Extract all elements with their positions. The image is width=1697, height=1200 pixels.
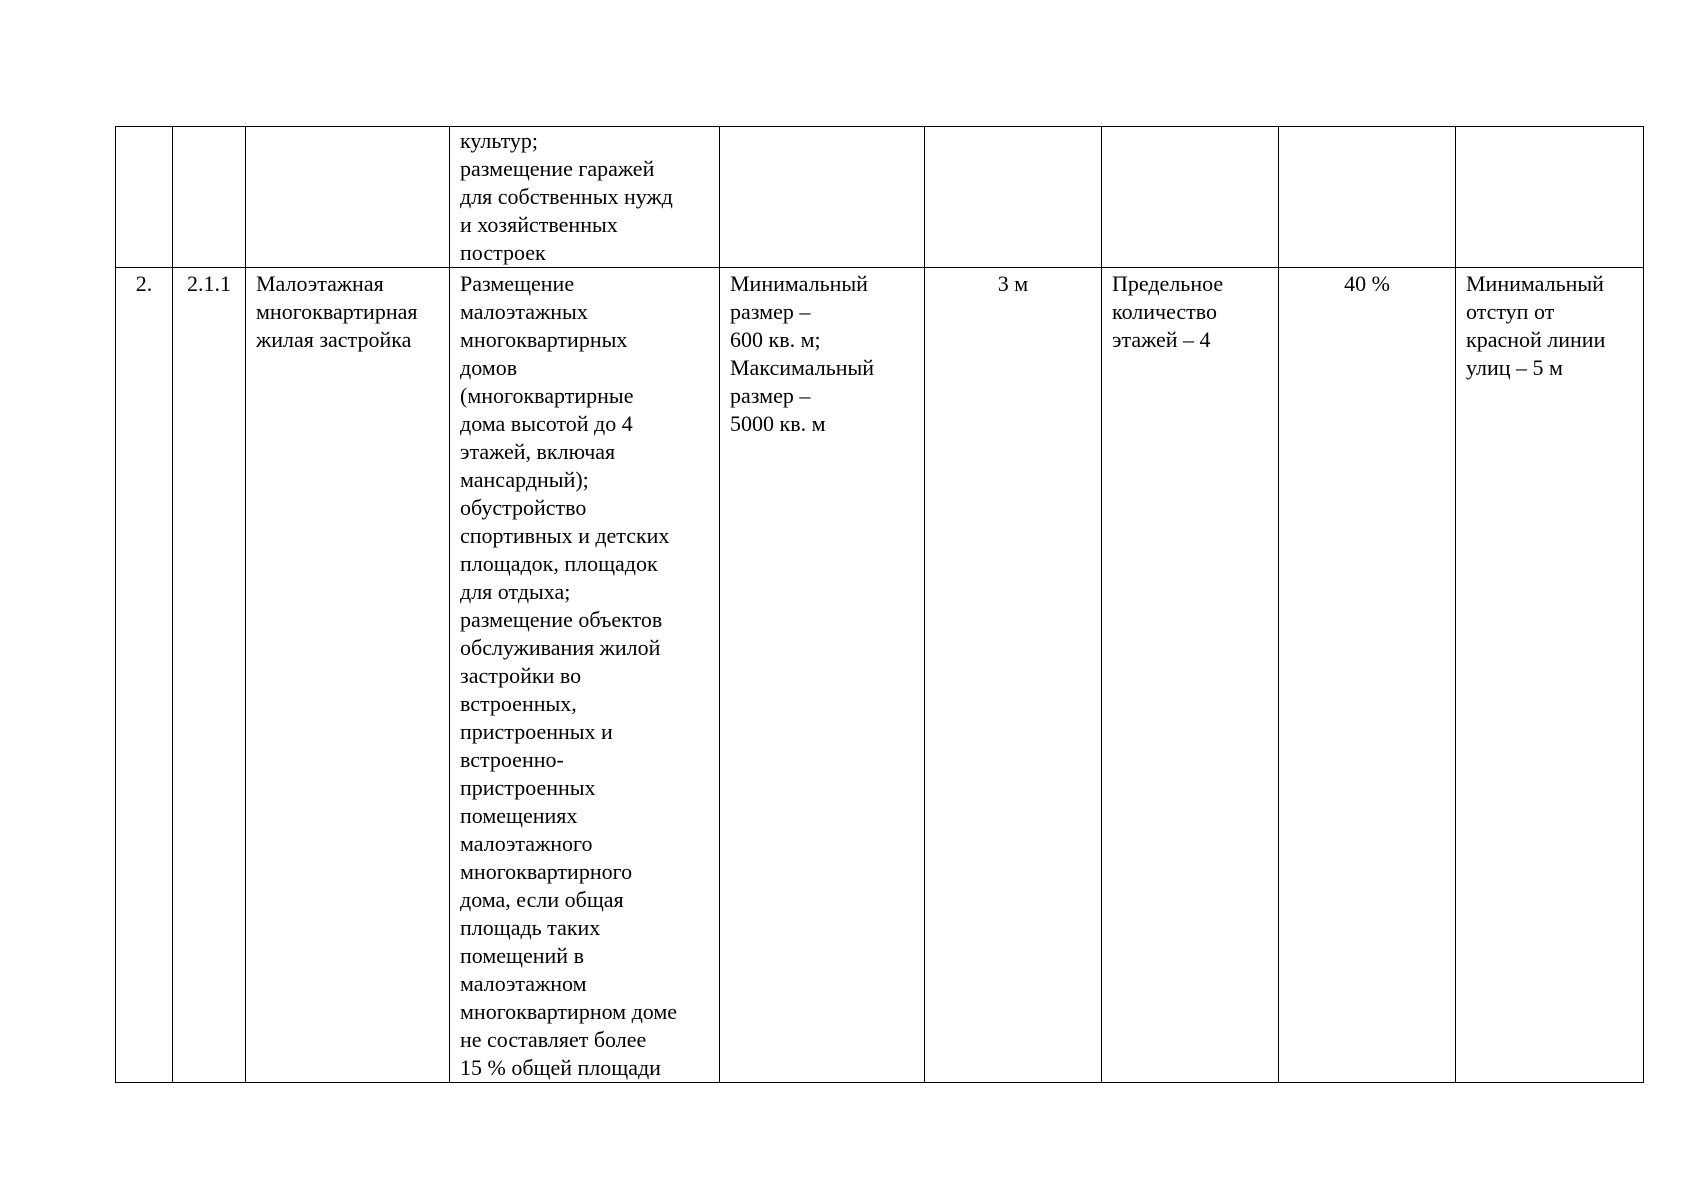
coverage-value: 40 % — [1344, 271, 1390, 296]
text-line: для отдыха; — [460, 579, 571, 604]
cell-red-line — [1456, 268, 1644, 1083]
row-code: 2.1.1 — [187, 271, 231, 296]
cell-coverage — [1279, 268, 1456, 1083]
text-line: построек — [460, 240, 546, 265]
text-line: 15 % общей площади — [460, 1055, 661, 1080]
text-line: дома, если общая — [460, 887, 624, 912]
cell-coverage — [1279, 127, 1456, 268]
text-line: многоквартирных — [460, 327, 628, 352]
text-line: жилая застройка — [256, 327, 412, 352]
cell-plot-size — [720, 127, 925, 268]
text-line: (многоквартирные — [460, 383, 634, 408]
text-line: спортивных и детских — [460, 523, 670, 548]
cell-code — [173, 127, 246, 268]
text-line: Минимальный — [1466, 271, 1604, 296]
table-row-continuation — [116, 127, 1644, 268]
text-line: обслуживания жилой — [460, 635, 661, 660]
text-line: Максимальный — [730, 355, 875, 380]
text-line: помещениях — [460, 803, 578, 828]
cell-description — [450, 268, 720, 1083]
text-line: этажей, включая — [460, 439, 616, 464]
text-line: малоэтажного — [460, 831, 593, 856]
cell-number — [116, 268, 173, 1083]
cell-name — [246, 268, 450, 1083]
text-line: размер – — [730, 383, 811, 408]
text-line: не составляет более — [460, 1027, 647, 1052]
text-line: размещение объектов — [460, 607, 663, 632]
table-row — [116, 268, 1644, 1083]
cell-floors — [1102, 268, 1279, 1083]
text-line: размер – — [730, 299, 811, 324]
text-line: культур; — [460, 128, 539, 153]
text-line: количество — [1112, 299, 1218, 324]
text-line: площадь таких — [460, 915, 601, 940]
cell-floors — [1102, 127, 1279, 268]
text-line: Предельное — [1112, 271, 1224, 296]
text-line: помещений в — [460, 943, 584, 968]
text-line: дома высотой до 4 — [460, 411, 633, 436]
text-line: застройки во — [460, 663, 582, 688]
text-line: многоквартирном доме — [460, 999, 678, 1024]
text-line: встроенных, — [460, 691, 577, 716]
text-line: пристроенных — [460, 775, 596, 800]
text-line: пристроенных и — [460, 719, 613, 744]
cell-setback — [925, 127, 1102, 268]
text-line: малоэтажном — [460, 971, 587, 996]
cell-red-line — [1456, 127, 1644, 268]
text-line: красной линии — [1466, 327, 1606, 352]
text-line: размещение гаражей — [460, 156, 655, 181]
cell-number — [116, 127, 173, 268]
cell-setback — [925, 268, 1102, 1083]
text-line: мансардный); — [460, 467, 589, 492]
text-line: Минимальный — [730, 271, 868, 296]
text-line: для собственных нужд — [460, 184, 673, 209]
text-line: Малоэтажная — [256, 271, 384, 296]
cell-code — [173, 268, 246, 1083]
cell-name — [246, 127, 450, 268]
text-line: домов — [460, 355, 518, 380]
text-line: встроенно- — [460, 747, 564, 772]
text-line: Размещение — [460, 271, 575, 296]
text-line: 5000 кв. м — [730, 411, 826, 436]
row-number: 2. — [135, 271, 153, 296]
cell-plot-size — [720, 268, 925, 1083]
cell-description — [450, 127, 720, 268]
setback-value: 3 м — [997, 271, 1029, 296]
text-line: малоэтажных — [460, 299, 588, 324]
zoning-table — [115, 126, 1644, 1083]
text-line: обустройство — [460, 495, 587, 520]
text-line: этажей – 4 — [1112, 327, 1211, 352]
text-line: улиц – 5 м — [1466, 355, 1563, 380]
text-line: многоквартирная — [256, 299, 418, 324]
text-line: и хозяйственных — [460, 212, 618, 237]
text-line: многоквартирного — [460, 859, 633, 884]
text-line: 600 кв. м; — [730, 327, 821, 352]
text-line: площадок, площадок — [460, 551, 658, 576]
text-line: отступ от — [1466, 299, 1555, 324]
